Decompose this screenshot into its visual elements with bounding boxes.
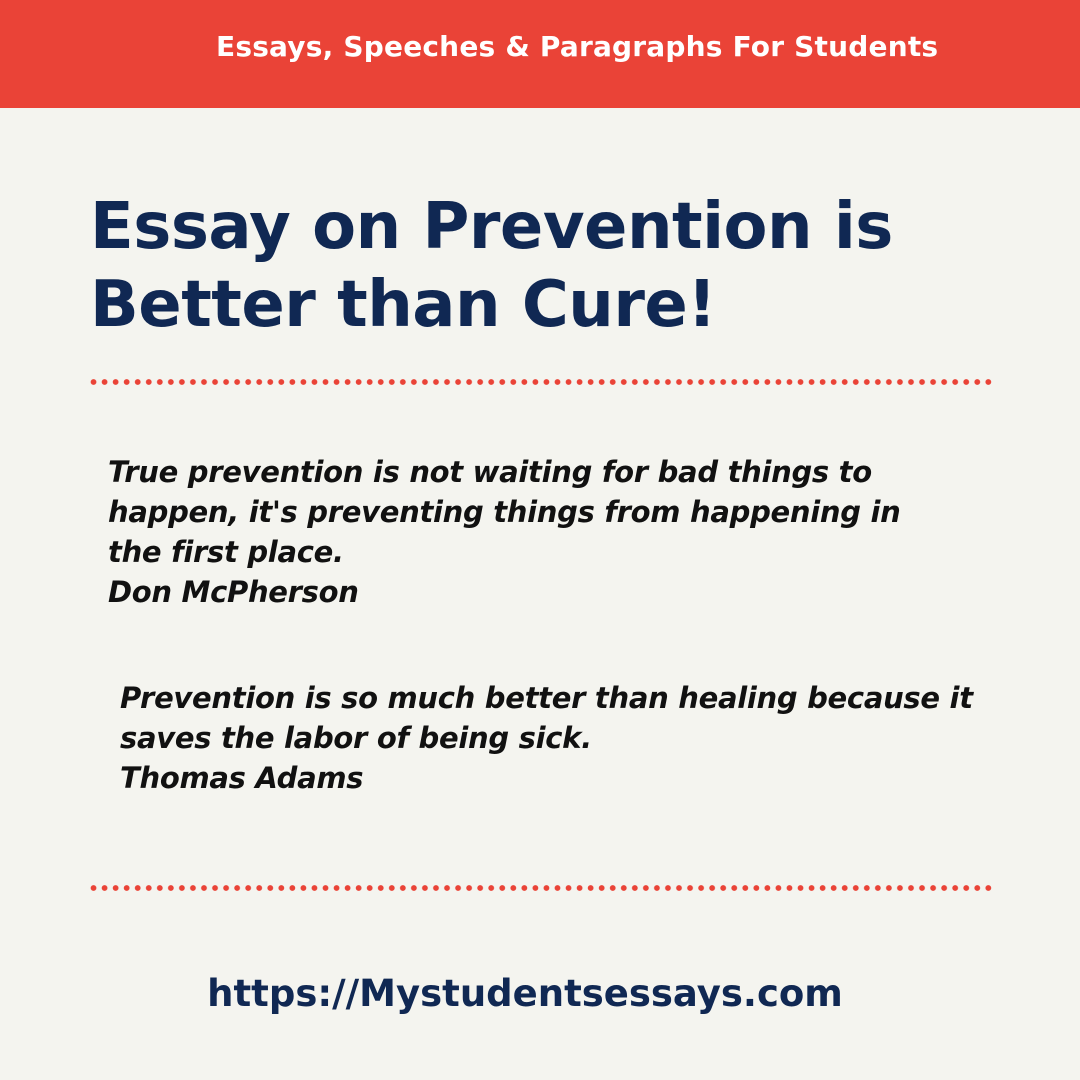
dotted-divider-top xyxy=(88,378,996,386)
quote-1-author: Don McPherson xyxy=(108,575,359,609)
quote-2-line-1: Prevention is so much better than healing because it xyxy=(120,681,973,715)
website-url: https://Mystudentsessays.com xyxy=(207,972,843,1015)
title-line-2: Better than Cure! xyxy=(90,268,716,342)
quote-1-line-3: the first place. xyxy=(108,535,344,569)
quote-1-line-1: True prevention is not waiting for bad things to xyxy=(108,455,872,489)
dotted-divider-bottom xyxy=(88,884,996,892)
top-banner xyxy=(0,0,1080,108)
page-title xyxy=(90,188,893,344)
banner-text: Essays, Speeches & Paragraphs For Students xyxy=(216,30,939,63)
quote-2-line-2: saves the labor of being sick. xyxy=(120,721,592,755)
quote-1-line-2: happen, it's preventing things from happening in xyxy=(108,495,901,529)
title-line-1: Essay on Prevention is xyxy=(90,190,893,264)
quote-block-1 xyxy=(108,452,901,612)
quote-block-2 xyxy=(120,678,973,798)
quote-2-author: Thomas Adams xyxy=(120,761,364,795)
